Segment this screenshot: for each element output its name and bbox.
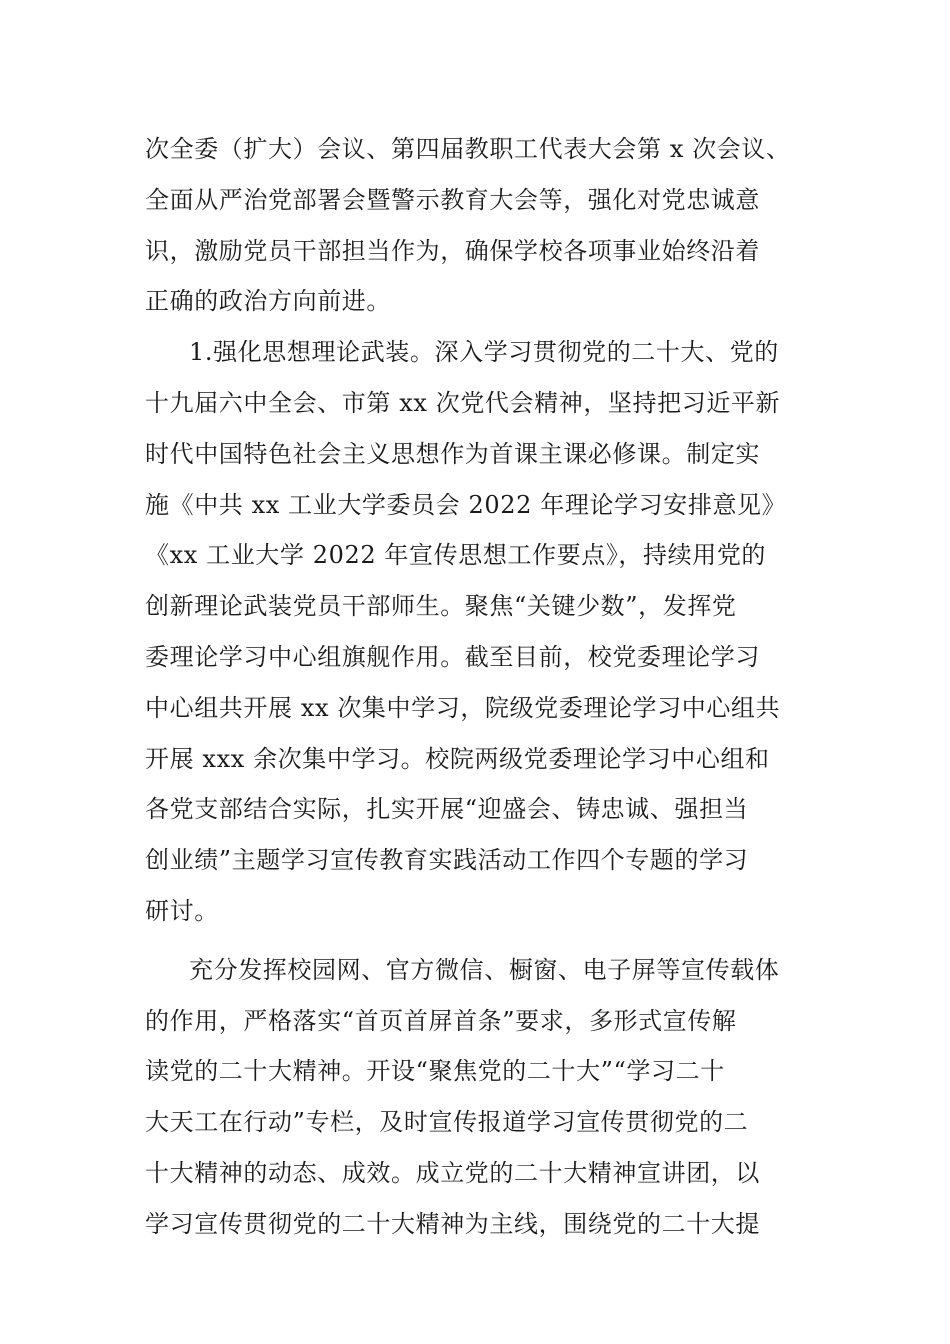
text-line: 各党支部结合实际，扎实开展“迎盛会、铸忠诚、强担当 [145, 795, 749, 824]
text-line: 识，激励党员干部担当作为，确保学校各项事业始终沿着 [145, 236, 760, 265]
text-line: 施《中共 xx 工业大学委员会 2022 年理论学习安排意见》 [145, 490, 787, 519]
document-body [145, 124, 815, 1250]
text-line: 十九届六中全会、市第 xx 次党代会精神，坚持把习近平新 [145, 388, 781, 417]
text-line: 十大精神的动态、成效。成立党的二十大精神宣讲团，以 [145, 1158, 760, 1187]
text-line: 研讨。 [145, 896, 219, 925]
text-line: 次全委（扩大）会议、第四届教职工代表大会第 x 次会议、 [145, 135, 791, 163]
text-line: 读党的二十大精神。开设“聚焦党的二十大”“学习二十 [145, 1057, 725, 1086]
text-line: 时代中国特色社会主义思想作为首课主课必修课。制定实 [145, 439, 760, 468]
paragraph-1 [145, 124, 815, 327]
text-line: 学习宣传贯彻党的二十大精神为主线，围绕党的二十大提 [145, 1209, 760, 1238]
text-line: 创新理论武装党员干部师生。聚焦“关键少数”，发挥党 [145, 592, 737, 621]
text-line: 委理论学习中心组旗舰作用。截至目前，校党委理论学习 [145, 642, 760, 671]
paragraph-2 [145, 327, 815, 937]
text-line: 正确的政治方向前进。 [145, 287, 391, 316]
paragraph-3 [145, 945, 815, 1250]
text-line: 《xx 工业大学 2022 年宣传思想工作要点》，持续用党的 [145, 541, 767, 570]
text-line: 1.强化思想理论武装。深入学习贯彻党的二十大、党的 [189, 338, 779, 367]
paragraph-spacer [145, 937, 815, 945]
text-line: 的作用，严格落实“首页首屏首条”要求，多形式宣传解 [145, 1006, 737, 1035]
text-line: 全面从严治党部署会暨警示教育大会等，强化对党忠诚意 [145, 185, 760, 214]
text-line: 中心组共开展 xx 次集中学习，院级党委理论学习中心组共 [145, 693, 781, 722]
text-line: 大天工在行动”专栏，及时宣传报道学习宣传贯彻党的二 [145, 1108, 749, 1137]
text-line: 创业绩”主题学习宣传教育实践活动工作四个专题的学习 [145, 846, 749, 875]
text-line: 开展 xxx 余次集中学习。校院两级党委理论学习中心组和 [145, 744, 770, 773]
text-line: 充分发挥校园网、官方微信、橱窗、电子屏等宣传载体 [189, 955, 780, 984]
